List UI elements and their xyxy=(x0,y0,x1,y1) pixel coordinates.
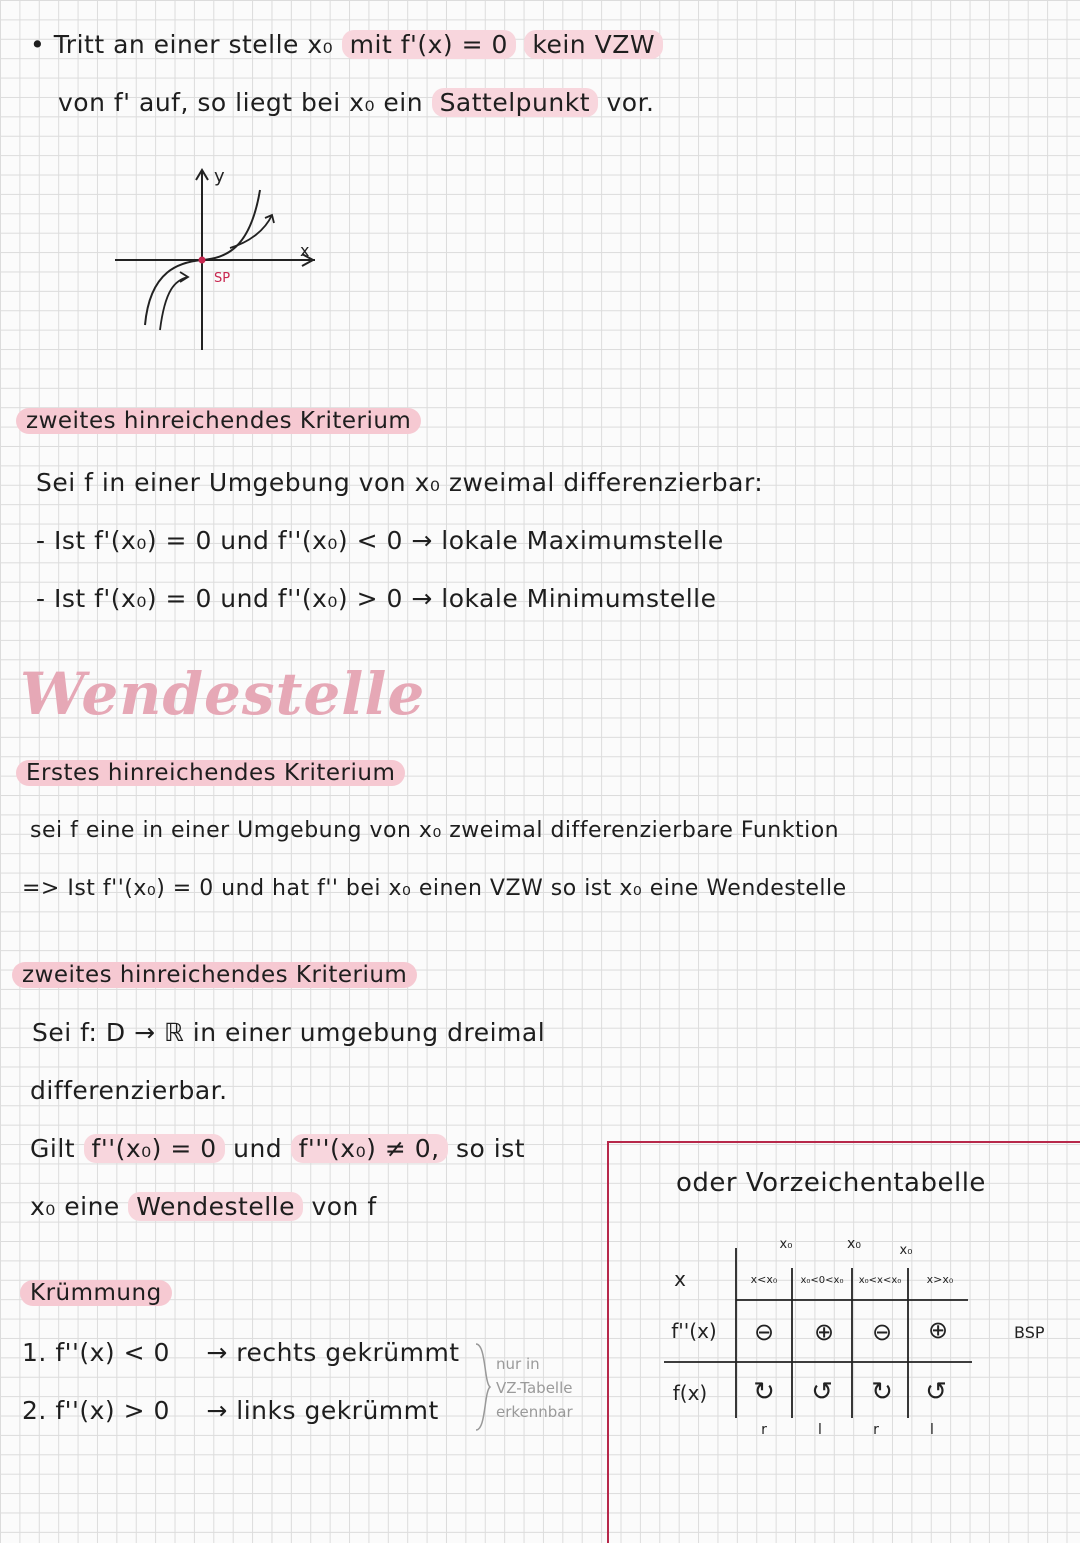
criterion-intro: Sei f in einer Umgebung von x₀ zweimal differenzierbar: xyxy=(36,468,764,497)
criterion-minimum: - Ist f'(x₀) = 0 und f''(x₀) > 0 → lokale Minimumstelle xyxy=(36,584,717,613)
criterion-maximum: - Ist f'(x₀) = 0 und f''(x₀) < 0 → lokale Maximumstelle xyxy=(36,526,724,555)
column-header: x<x₀ xyxy=(750,1273,778,1286)
section-title-text: Erstes hinreichendes Kriterium xyxy=(16,760,405,786)
text: von f xyxy=(311,1192,377,1221)
highlight-saddle-point: Sattelpunkt xyxy=(432,88,598,117)
highlight-condition: mit f'(x) = 0 xyxy=(342,30,516,59)
curly-brace xyxy=(474,1342,494,1432)
note-sign-table xyxy=(496,1352,573,1424)
row-label-f2: f''(x) xyxy=(671,1319,717,1343)
sign-cell: ⊕ xyxy=(927,1316,949,1344)
saddle-text: • Tritt an einer stelle x₀ xyxy=(30,30,334,59)
row-header-x: x xyxy=(674,1267,686,1291)
curvature-item-2 xyxy=(22,1396,439,1425)
top-label: x₀ xyxy=(847,1236,861,1252)
item-condition: f''(x) > 0 xyxy=(55,1396,170,1425)
highlight-wendestelle: Wendestelle xyxy=(128,1192,303,1221)
note-line: VZ-Tabelle xyxy=(496,1379,573,1397)
inflection-second-line-2: differenzierbar. xyxy=(30,1076,228,1105)
saddle-point-label: SP xyxy=(214,271,231,286)
curvature-arrow: ↺ xyxy=(925,1377,947,1407)
saddle-point-marker xyxy=(199,257,206,264)
saddle-text: von f' auf, so liegt bei x₀ ein xyxy=(58,88,424,117)
inflection-second-line-4 xyxy=(30,1192,377,1221)
section-title-text: zweites hinreichendes Kriterium xyxy=(12,962,417,988)
curvature-arrow: ↻ xyxy=(871,1377,893,1407)
section-title-second-criterion-inflection xyxy=(12,962,417,988)
sign-table xyxy=(660,1228,1070,1438)
bottom-label: l xyxy=(930,1422,934,1438)
curvature-arrow: ↻ xyxy=(753,1377,775,1407)
bottom-label: r xyxy=(761,1422,767,1438)
item-condition: f''(x) < 0 xyxy=(55,1338,170,1367)
note-line: erkennbar xyxy=(496,1403,573,1421)
sign-cell: ⊖ xyxy=(753,1318,775,1346)
inflection-second-line-3 xyxy=(30,1134,525,1163)
top-label: x₀ xyxy=(779,1237,793,1252)
text: x₀ eine xyxy=(30,1192,120,1221)
row-label-f: f(x) xyxy=(672,1381,708,1405)
inflection-second-line-1: Sei f: D → ℝ in einer umgebung dreimal xyxy=(32,1018,546,1047)
heading-wendestelle: Wendestelle xyxy=(20,660,426,728)
bottom-label: r xyxy=(873,1422,879,1438)
column-header: x₀<0<x₀ xyxy=(800,1275,844,1286)
column-header: x>x₀ xyxy=(926,1273,954,1286)
inflection-first-line-1: sei f eine in einer Umgebung von x₀ zweimal differenzierbare Funktion xyxy=(30,818,840,843)
item-text: → links gekrümmt xyxy=(206,1396,439,1425)
item-number: 2. xyxy=(22,1396,47,1425)
section-title-second-criterion xyxy=(16,408,421,434)
sign-cell: ⊕ xyxy=(813,1318,835,1346)
sign-cell: ⊖ xyxy=(871,1318,893,1346)
top-label: x₀ xyxy=(899,1243,913,1258)
bottom-label: l xyxy=(818,1422,822,1438)
section-title-curvature xyxy=(20,1280,172,1306)
section-title-text: zweites hinreichendes Kriterium xyxy=(16,408,421,434)
text: Gilt xyxy=(30,1134,76,1163)
x-axis-label: x xyxy=(300,241,310,260)
text: so ist xyxy=(456,1134,526,1163)
item-number: 1. xyxy=(22,1338,47,1367)
note-line: nur in xyxy=(496,1355,540,1373)
section-title-text: Krümmung xyxy=(20,1280,172,1306)
saddle-line-2 xyxy=(58,88,655,117)
sign-table-title: oder Vorzeichentabelle xyxy=(676,1168,986,1198)
saddle-point-graph xyxy=(110,160,330,355)
text: und xyxy=(233,1134,283,1163)
example-label: BSP xyxy=(1014,1323,1045,1342)
saddle-text: vor. xyxy=(606,88,655,117)
curvature-item-1 xyxy=(22,1338,460,1367)
highlight-second-derivative: f''(x₀) = 0 xyxy=(84,1134,225,1163)
highlight-third-derivative: f'''(x₀) ≠ 0, xyxy=(291,1134,448,1163)
curvature-arrow: ↺ xyxy=(811,1377,833,1407)
y-axis-label: y xyxy=(214,166,225,187)
highlight-no-sign-change: kein VZW xyxy=(524,30,663,59)
saddle-line-1 xyxy=(30,30,663,59)
inflection-first-line-2: => Ist f''(x₀) = 0 und hat f'' bei x₀ einen VZW so ist x₀ eine Wendestelle xyxy=(22,876,847,901)
column-header: x₀<x<x₀ xyxy=(858,1275,902,1286)
section-title-first-criterion xyxy=(16,760,405,786)
item-text: → rechts gekrümmt xyxy=(206,1338,460,1367)
